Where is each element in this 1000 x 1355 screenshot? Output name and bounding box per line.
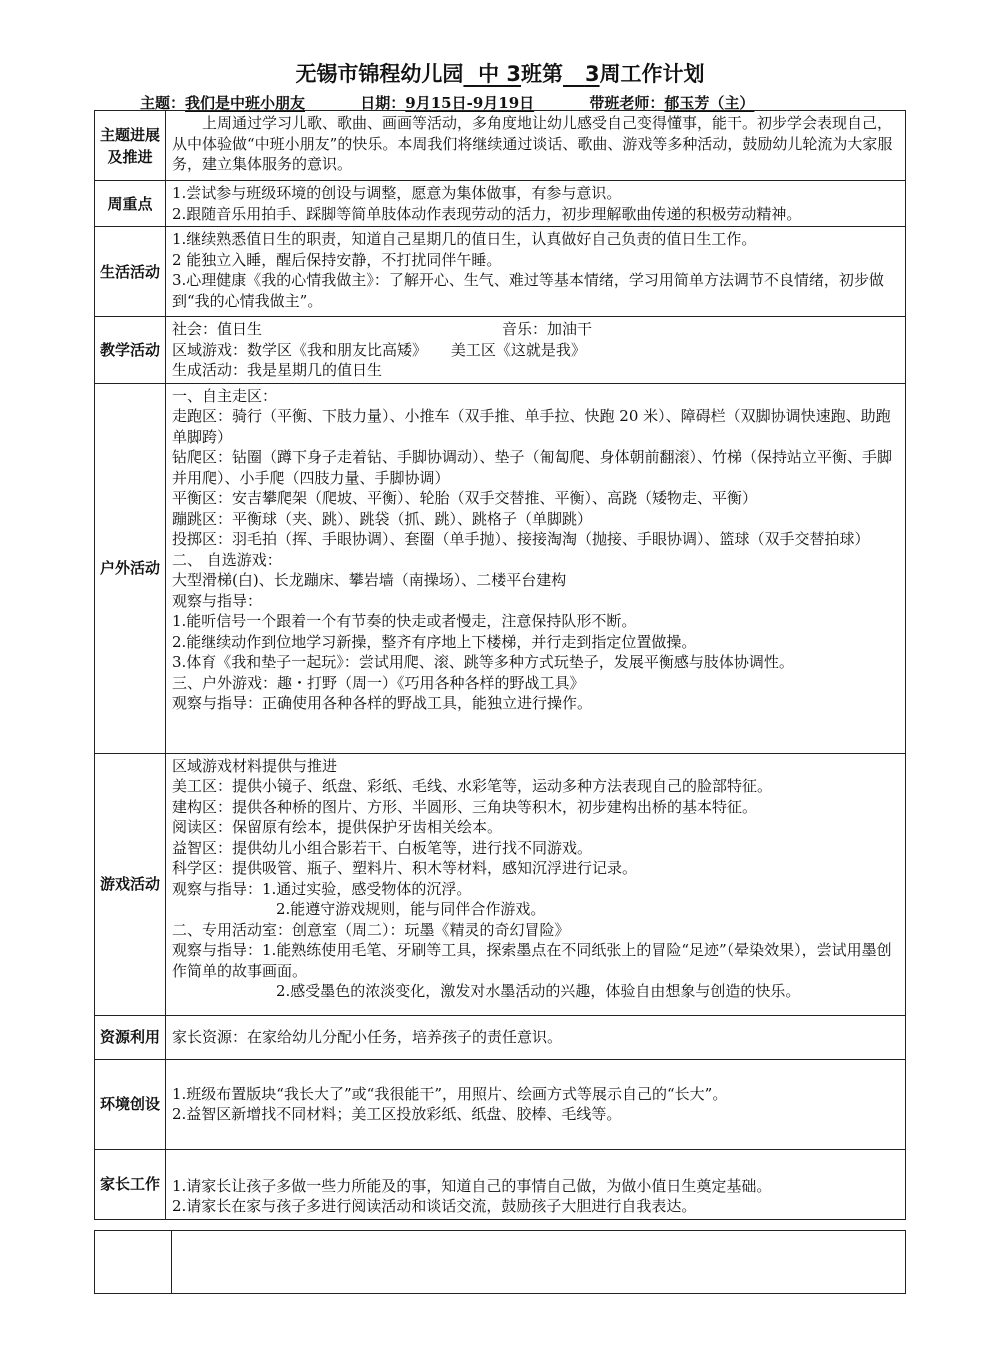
- outdoor-line: 平衡区：安吉攀爬架（爬坡、平衡）、轮胎（双手交替推、平衡）、高跷（矮物走、平衡）: [172, 489, 758, 507]
- label-parents: 家长工作: [95, 1149, 166, 1219]
- label-environment: 环境创设: [95, 1059, 166, 1149]
- games-line: 观察与指导：1.通过实验，感受物体的沉浮。: [172, 879, 472, 898]
- label-week-focus: 周重点: [95, 181, 166, 227]
- parents-line: 1.请家长让孩子多做一些力所能及的事，知道自己的事情自己做，为做小值日生奠定基础。: [172, 1176, 772, 1195]
- label-games: 游戏活动: [95, 753, 166, 1015]
- outdoor-line: 钻爬区：钻圈（蹲下身子走着钻、手脚协调动）、垫子（匍匐爬、身体朝前翻滚）、竹梯（保持站立平衡、手脚并用爬）、小手爬（四肢力量、手脚协调）: [172, 448, 893, 487]
- week-focus-line: 1.尝试参与班级环境的创设与调整，愿意为集体做事，有参与意识。: [172, 184, 622, 202]
- parents-line: 2.请家长在家与孩子多进行阅读活动和谈话交流，鼓励孩子大胆进行自我表达。: [172, 1197, 697, 1215]
- label-life: 生活活动: [95, 227, 166, 317]
- games-indent-line: 2.能遵守游戏规则，能与同伴合作游戏。: [276, 900, 546, 918]
- row-teaching: [95, 317, 906, 384]
- blank-cell: [172, 1231, 906, 1294]
- blank-cell: [95, 1231, 172, 1294]
- games-line: 美工区：提供小镜子、纸盘、彩纸、毛线、水彩笔等，运动多种方法表现自己的脸部特征。: [172, 777, 773, 795]
- outdoor-line: 大型滑梯(白)、长龙蹦床、攀岩墙（南操场）、二楼平台建构: [172, 571, 567, 589]
- teacher-label: 带班老师：: [589, 94, 665, 112]
- games-line: 益智区：提供幼儿小组合影若干、白板笔等，进行找不同游戏。: [172, 838, 593, 857]
- outdoor-line: 1.能听信号一个跟着一个有节奏的快走或者慢走，注意保持队形不断。: [172, 612, 637, 630]
- outdoor-line: 投掷区：羽毛拍（挥、手眼协调）、套圈（单手抛）、接接淘淘（抛接、手眼协调）、篮球（双手交替拍球）: [172, 530, 870, 548]
- plan-title: [0, 58, 1000, 88]
- theme-progress-text: 上周通过学习儿歌、歌曲、画画等活动，多角度地让幼儿感受自己变得懂事，能干。初步学会表现自己，从中体验做“中班小朋友”的快乐。本周我们将继续通过谈话、歌曲、游戏等多种活动，鼓励幼儿轮流为大家服务，建立集体服务的意识。: [166, 111, 906, 181]
- label-outdoor: 户外活动: [95, 383, 166, 753]
- date-value: 9月15日-9月19日: [405, 94, 535, 112]
- row-theme-progress: [95, 111, 906, 181]
- games-line: 科学区：提供吸管、瓶子、塑料片、积木等材料，感知沉浮进行记录。: [172, 859, 638, 877]
- environment-line: 1.班级布置版块“我长大了”或“我很能干”，用照片、绘画方式等展示自己的“长大”。: [172, 1084, 728, 1103]
- life-content: [166, 227, 906, 317]
- week-suffix: 周工作计划: [599, 62, 705, 86]
- life-line: 1.继续熟悉值日生的职责，知道自己星期几的值日生，认真做好自己负责的值日生工作。: [172, 230, 757, 248]
- teaching-area: 区域游戏：数学区《我和朋友比高矮》: [172, 340, 428, 359]
- row-games: [95, 753, 906, 1015]
- row-parents: [95, 1149, 906, 1219]
- outdoor-line: 观察与指导：: [172, 591, 263, 610]
- teaching-line: [172, 319, 899, 340]
- games-special-guide: 观察与指导：1.能熟练使用毛笔、牙刷等工具，探索墨点在不同纸张上的冒险“足迹”（晕染效果），尝试用墨创作简单的故事画面。: [172, 941, 892, 980]
- blank-row: [95, 1231, 906, 1294]
- life-line: 3.心理健康《我的心情我做主》：了解开心、生气、难过等基本情绪，学习用简单方法调节不良情绪，初步做到“我的心情我做主”。: [172, 271, 884, 310]
- outdoor-line: 三、户外游戏：趣・打野（周一）《巧用各种各样的野战工具》: [172, 673, 585, 692]
- outdoor-line: 一、自主走区：: [172, 386, 278, 405]
- teaching-generated: 生成活动：我是星期几的值日生: [172, 361, 383, 379]
- row-outdoor: [95, 383, 906, 753]
- label-theme-progress: 主题进展及推进: [95, 111, 166, 181]
- week-focus-content: [166, 181, 906, 227]
- teaching-art: 美工区《这就是我》: [450, 340, 586, 359]
- games-content: [166, 753, 906, 1015]
- outdoor-line: 蹦跳区：平衡球（夹、跳）、跳袋（抓、跳）、跳格子（单脚跳）: [172, 509, 593, 528]
- parents-content: [166, 1149, 906, 1219]
- games-line: 区域游戏材料提供与推进: [172, 756, 338, 775]
- date-label: 日期：: [360, 94, 406, 112]
- theme-value: 我们是中班小朋友: [185, 94, 306, 112]
- resources-text: 家长资源：在家给幼儿分配小任务，培养孩子的责任意识。: [166, 1015, 906, 1059]
- environment-content: [166, 1059, 906, 1149]
- outdoor-line: 二、 自选游戏：: [172, 550, 282, 569]
- teacher-value: 郁玉芳（主）: [664, 94, 755, 112]
- row-environment: [95, 1059, 906, 1149]
- games-special-room: 二、专用活动室：创意室（周二）：玩墨《精灵的奇幻冒险》: [172, 920, 570, 939]
- games-line: 建构区：提供各种桥的图片、方形、半圆形、三角块等积木，初步建构出桥的基本特征。: [172, 797, 758, 816]
- teaching-social: 社会：值日生: [172, 320, 263, 338]
- life-line: 2 能独立入睡，醒后保持安静，不打扰同伴午睡。: [172, 250, 502, 269]
- school-name: 无锡市锦程幼儿园: [295, 62, 464, 86]
- class-suffix: 班第: [521, 62, 563, 86]
- label-teaching: 教学活动: [95, 317, 166, 384]
- weekly-plan-table: [94, 110, 906, 1220]
- row-resources: [95, 1015, 906, 1059]
- week-value: 3: [584, 62, 600, 86]
- games-line: 阅读区：保留原有绘本，提供保护牙齿相关绘本。: [172, 818, 503, 836]
- teaching-content: [166, 317, 906, 384]
- outdoor-line: 走跑区：骑行（平衡、下肢力量）、小推车（双手推、单手拉、快跑 20 米）、障碍栏（双脚协调快速跑、助跑单脚跨）: [172, 407, 891, 446]
- outdoor-line: 观察与指导：正确使用各种各样的野战工具，能独立进行操作。: [172, 694, 593, 712]
- games-indent-line: 2.感受墨色的浓淡变化，激发对水墨活动的兴趣，体验自由想象与创造的快乐。: [276, 982, 801, 1000]
- week-focus-line: 2.跟随音乐用拍手、踩脚等简单肢体动作表现劳动的活力，初步理解歌曲传递的积极劳动精神。: [172, 204, 802, 223]
- row-life: [95, 227, 906, 317]
- label-resources: 资源利用: [95, 1015, 166, 1059]
- teaching-line: [172, 340, 899, 361]
- theme-label: 主题：: [140, 94, 186, 112]
- outdoor-line: 3.体育《我和垫子一起玩》：尝试用爬、滚、跳等多种方式玩垫子，发展平衡感与肢体协调性。: [172, 653, 794, 671]
- class-value: 中 3: [478, 62, 521, 86]
- environment-line: 2.益智区新增找不同材料；美工区投放彩纸、纸盘、胶棒、毛线等。: [172, 1105, 622, 1123]
- outdoor-line: 2.能继续动作到位地学习新操，整齐有序地上下楼梯，并行走到指定位置做操。: [172, 632, 697, 651]
- row-week-focus: [95, 181, 906, 227]
- teaching-music: 音乐：加油干: [502, 320, 593, 338]
- outdoor-content: [166, 383, 906, 753]
- blank-table: [94, 1230, 906, 1294]
